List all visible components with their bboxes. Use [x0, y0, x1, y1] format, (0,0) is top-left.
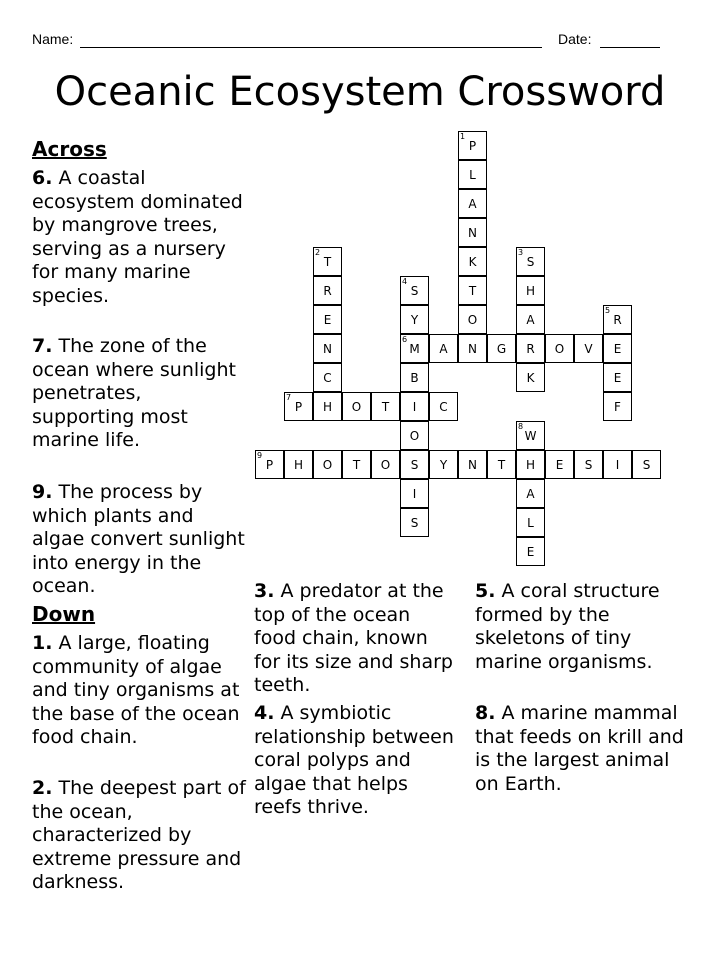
grid-cell[interactable]	[458, 160, 487, 189]
grid-cell[interactable]	[342, 450, 371, 479]
grid-cell[interactable]	[574, 450, 603, 479]
grid-cell[interactable]	[458, 189, 487, 218]
cell-letter: N	[468, 226, 477, 240]
cell-letter: O	[351, 400, 362, 414]
clue-text: A predator at the top of the ocean food chain, known for its size and sharp teeth.	[254, 580, 453, 696]
cell-letter: A	[439, 342, 448, 356]
cell-number: 9	[257, 451, 263, 460]
cell-letter: F	[614, 400, 621, 414]
grid-cell[interactable]	[516, 421, 545, 450]
cell-letter: P	[294, 400, 303, 414]
grid-cell[interactable]	[516, 247, 545, 276]
cell-number: 5	[605, 306, 611, 315]
cell-letter: W	[524, 429, 537, 443]
cell-number: 7	[286, 393, 292, 402]
cell-letter: H	[322, 400, 333, 414]
cell-letter: E	[613, 342, 622, 356]
date-label: Date:	[558, 31, 592, 47]
clue-number: 4.	[254, 702, 275, 724]
grid-cell[interactable]	[516, 479, 545, 508]
cell-letter: P	[265, 458, 274, 472]
grid-cell[interactable]	[458, 450, 487, 479]
cell-letter: E	[613, 371, 622, 385]
cell-number: 8	[518, 422, 524, 431]
grid-cell[interactable]	[313, 276, 342, 305]
cell-letter: H	[525, 284, 536, 298]
cell-letter: S	[410, 458, 419, 472]
cell-letter: O	[409, 429, 420, 443]
grid-cell[interactable]	[603, 334, 632, 363]
grid-cell[interactable]	[516, 276, 545, 305]
cell-letter: O	[554, 342, 565, 356]
cell-number: 3	[518, 248, 524, 257]
name-field[interactable]	[80, 47, 542, 48]
across-clue-6	[32, 167, 246, 308]
cell-letter: Y	[410, 313, 419, 327]
cell-letter: S	[410, 516, 419, 530]
grid-cell[interactable]	[603, 392, 632, 421]
cell-letter: T	[497, 458, 506, 472]
across-clue-7	[32, 335, 246, 453]
clue-text: A marine mammal that feeds on krill and is the largest animal on Earth.	[475, 702, 684, 795]
clue-text: A coral structure formed by the skeletons of tiny marine organisms.	[475, 580, 660, 673]
cell-letter: A	[468, 197, 477, 211]
page-title: Oceanic Ecosystem Crossword	[54, 69, 666, 115]
grid-cell[interactable]	[429, 392, 458, 421]
down-clue-5	[475, 580, 697, 674]
clue-text: The deepest part of the ocean, characterized by extreme pressure and darkness.	[32, 777, 246, 893]
cell-letter: O	[380, 458, 391, 472]
grid-cell[interactable]	[516, 305, 545, 334]
cell-letter: K	[468, 255, 477, 269]
grid-cell[interactable]	[516, 450, 545, 479]
cell-letter: V	[584, 342, 593, 356]
down-clue-8	[475, 702, 697, 796]
cell-letter: T	[468, 284, 477, 298]
grid-cell[interactable]	[284, 450, 313, 479]
clue-number: 6.	[32, 167, 53, 189]
grid-cell[interactable]	[458, 276, 487, 305]
cell-letter: S	[526, 255, 535, 269]
cell-letter: P	[468, 139, 477, 153]
grid-cell[interactable]	[458, 305, 487, 334]
grid-cell[interactable]	[400, 508, 429, 537]
grid-cell[interactable]	[458, 247, 487, 276]
clue-number: 8.	[475, 702, 496, 724]
clue-text: The process by which plants and algae convert sunlight into energy in the ocean.	[32, 481, 245, 597]
cell-letter: I	[412, 400, 417, 414]
cell-letter: R	[323, 284, 332, 298]
clue-number: 3.	[254, 580, 275, 602]
cell-letter: I	[615, 458, 620, 472]
grid-cell[interactable]	[603, 450, 632, 479]
cell-number: 2	[315, 248, 321, 257]
grid-cell[interactable]	[400, 305, 429, 334]
cell-letter: H	[293, 458, 304, 472]
cell-letter: C	[323, 371, 332, 385]
grid-cell[interactable]	[284, 392, 313, 421]
cell-letter: T	[323, 255, 332, 269]
grid-cell[interactable]	[342, 392, 371, 421]
grid-cell[interactable]	[458, 131, 487, 160]
cell-letter: C	[439, 400, 448, 414]
cell-letter: G	[496, 342, 507, 356]
cell-letter: M	[409, 342, 420, 356]
grid-cell[interactable]	[313, 392, 342, 421]
grid-cell[interactable]	[516, 334, 545, 363]
cell-number: 4	[402, 277, 408, 286]
grid-cell[interactable]	[429, 334, 458, 363]
clue-number: 7.	[32, 335, 53, 357]
cell-letter: S	[584, 458, 593, 472]
clue-number: 2.	[32, 777, 53, 799]
cell-letter: I	[412, 487, 417, 501]
grid-cell[interactable]	[400, 392, 429, 421]
grid-cell[interactable]	[603, 363, 632, 392]
down-clue-2	[32, 777, 246, 895]
cell-number: 1	[460, 132, 466, 141]
grid-cell[interactable]	[371, 392, 400, 421]
cell-letter: S	[410, 284, 419, 298]
grid-cell[interactable]	[458, 218, 487, 247]
cell-letter: N	[468, 458, 477, 472]
down-clue-4	[254, 702, 454, 820]
cell-letter: S	[642, 458, 651, 472]
grid-cell[interactable]	[313, 247, 342, 276]
cell-letter: K	[526, 371, 535, 385]
cell-letter: E	[555, 458, 564, 472]
grid-cell[interactable]	[313, 363, 342, 392]
grid-cell[interactable]	[603, 305, 632, 334]
cell-letter: N	[468, 342, 477, 356]
cell-letter: E	[526, 545, 535, 559]
cell-letter: O	[322, 458, 333, 472]
cell-letter: O	[467, 313, 478, 327]
cell-letter: A	[526, 487, 535, 501]
cell-letter: T	[352, 458, 361, 472]
cell-letter: H	[525, 458, 536, 472]
grid-cell[interactable]	[545, 450, 574, 479]
grid-cell[interactable]	[458, 334, 487, 363]
clue-number: 5.	[475, 580, 496, 602]
cell-letter: T	[381, 400, 390, 414]
cell-letter: N	[323, 342, 332, 356]
grid-cell[interactable]	[400, 479, 429, 508]
clue-number: 1.	[32, 632, 53, 654]
down-heading: Down	[32, 602, 96, 626]
grid-cell[interactable]	[545, 334, 574, 363]
cell-letter: R	[613, 313, 622, 327]
grid-cell[interactable]	[516, 363, 545, 392]
grid-cell[interactable]	[313, 334, 342, 363]
grid-cell[interactable]	[487, 450, 516, 479]
cell-letter: Y	[439, 458, 448, 472]
grid-cell[interactable]	[400, 334, 429, 363]
grid-cell[interactable]	[400, 421, 429, 450]
grid-cell[interactable]	[632, 450, 661, 479]
grid-cell[interactable]	[400, 363, 429, 392]
clue-number: 9.	[32, 481, 53, 503]
grid-cell[interactable]	[400, 450, 429, 479]
cell-letter: L	[527, 516, 534, 530]
grid-cell[interactable]	[371, 450, 400, 479]
down-clue-1	[32, 632, 246, 750]
grid-cell[interactable]	[574, 334, 603, 363]
clue-text: A symbiotic relationship between coral polyps and algae that helps reefs thrive.	[254, 702, 454, 818]
cell-number: 6	[402, 335, 408, 344]
across-clue-9	[32, 481, 246, 599]
date-field[interactable]	[600, 47, 660, 48]
cell-letter: E	[323, 313, 332, 327]
grid-cell[interactable]	[487, 334, 516, 363]
grid-cell[interactable]	[516, 537, 545, 566]
cell-letter: B	[410, 371, 419, 385]
clue-text: The zone of the ocean where sunlight penetrates, supporting most marine life.	[32, 335, 236, 451]
cell-letter: R	[526, 342, 535, 356]
grid-cell[interactable]	[400, 276, 429, 305]
down-clue-3	[254, 580, 454, 698]
grid-cell[interactable]	[429, 450, 458, 479]
clue-text: A coastal ecosystem dominated by mangrove trees, serving as a nursery for many marine species.	[32, 167, 243, 307]
cell-letter: L	[469, 168, 476, 182]
grid-cell[interactable]	[516, 508, 545, 537]
grid-cell[interactable]	[313, 450, 342, 479]
cell-letter: A	[526, 313, 535, 327]
grid-cell[interactable]	[313, 305, 342, 334]
name-label: Name:	[32, 31, 74, 47]
grid-cell[interactable]	[255, 450, 284, 479]
across-heading: Across	[32, 137, 107, 161]
clue-text: A large, floating community of algae and tiny organisms at the base of the ocean food chain.	[32, 632, 240, 748]
